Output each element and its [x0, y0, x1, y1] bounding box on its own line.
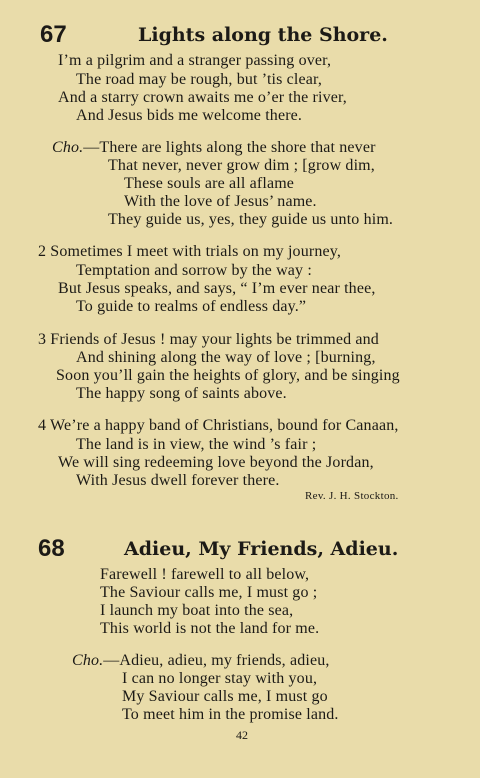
chorus-line: They guide us, yes, they guide us unto him.: [108, 211, 394, 228]
chorus-line: I can no longer stay with you,: [122, 670, 318, 687]
verse-line: I’m a pilgrim and a stranger passing over,: [58, 52, 332, 69]
chorus-line: These souls are all aflame: [124, 175, 295, 192]
verse-line: The land is in view, the wind ’s fair ;: [76, 436, 317, 453]
verse-line: And shining along the way of love ; [burning,: [76, 349, 376, 366]
verse-line: And Jesus bids me welcome there.: [76, 107, 303, 124]
verse-line: We will sing redeeming love beyond the Jordan,: [58, 454, 374, 471]
verse-line: And a starry crown awaits me o’er the river,: [58, 89, 347, 106]
chorus-line: My Saviour calls me, I must go: [122, 688, 328, 705]
attribution: Rev. J. H. Stockton.: [305, 490, 399, 502]
verse-line: 2 Sometimes I meet with trials on my journey,: [38, 243, 341, 260]
verse-line: With Jesus dwell forever there.: [76, 472, 280, 489]
verse-line: The Saviour calls me, I must go ;: [100, 584, 318, 601]
page-number: 42: [236, 728, 248, 742]
chorus-line: With the love of Jesus’ name.: [124, 193, 317, 210]
hymn-number: 67: [40, 21, 67, 48]
verse-line: Temptation and sorrow by the way :: [76, 262, 312, 279]
hymn-number: 68: [38, 535, 65, 562]
chorus-text: —There are lights along the shore that never: [83, 139, 376, 156]
hymn-title: Lights along the Shore.: [138, 24, 388, 46]
verse-line: But Jesus speaks, and says, “ I’m ever near thee,: [58, 280, 376, 297]
chorus-line: That never, never grow dim ; [grow dim,: [108, 157, 375, 174]
verse-line: Farewell ! farewell to all below,: [100, 566, 310, 583]
chorus-first-line: [52, 139, 376, 157]
verse-line: The happy song of saints above.: [76, 385, 287, 402]
verse-line: To guide to realms of endless day.”: [76, 298, 307, 315]
verse-line: 4 We’re a happy band of Christians, bound for Canaan,: [38, 417, 399, 434]
chorus-label: Cho.: [52, 139, 84, 156]
chorus-label: Cho.: [72, 652, 104, 669]
verse-line: This world is not the land for me.: [100, 620, 320, 637]
chorus-line: To meet him in the promise land.: [122, 706, 339, 723]
verse-line: The road may be rough, but ’tis clear,: [76, 71, 323, 88]
hymn-title: Adieu, My Friends, Adieu.: [124, 538, 399, 560]
verse-line: Soon you’ll gain the heights of glory, and be singing: [56, 367, 400, 384]
verse-line: 3 Friends of Jesus ! may your lights be trimmed and: [38, 331, 379, 348]
verse-line: I launch my boat into the sea,: [100, 602, 294, 619]
chorus-text: —Adieu, adieu, my friends, adieu,: [103, 652, 330, 669]
chorus-first-line: [72, 652, 330, 670]
